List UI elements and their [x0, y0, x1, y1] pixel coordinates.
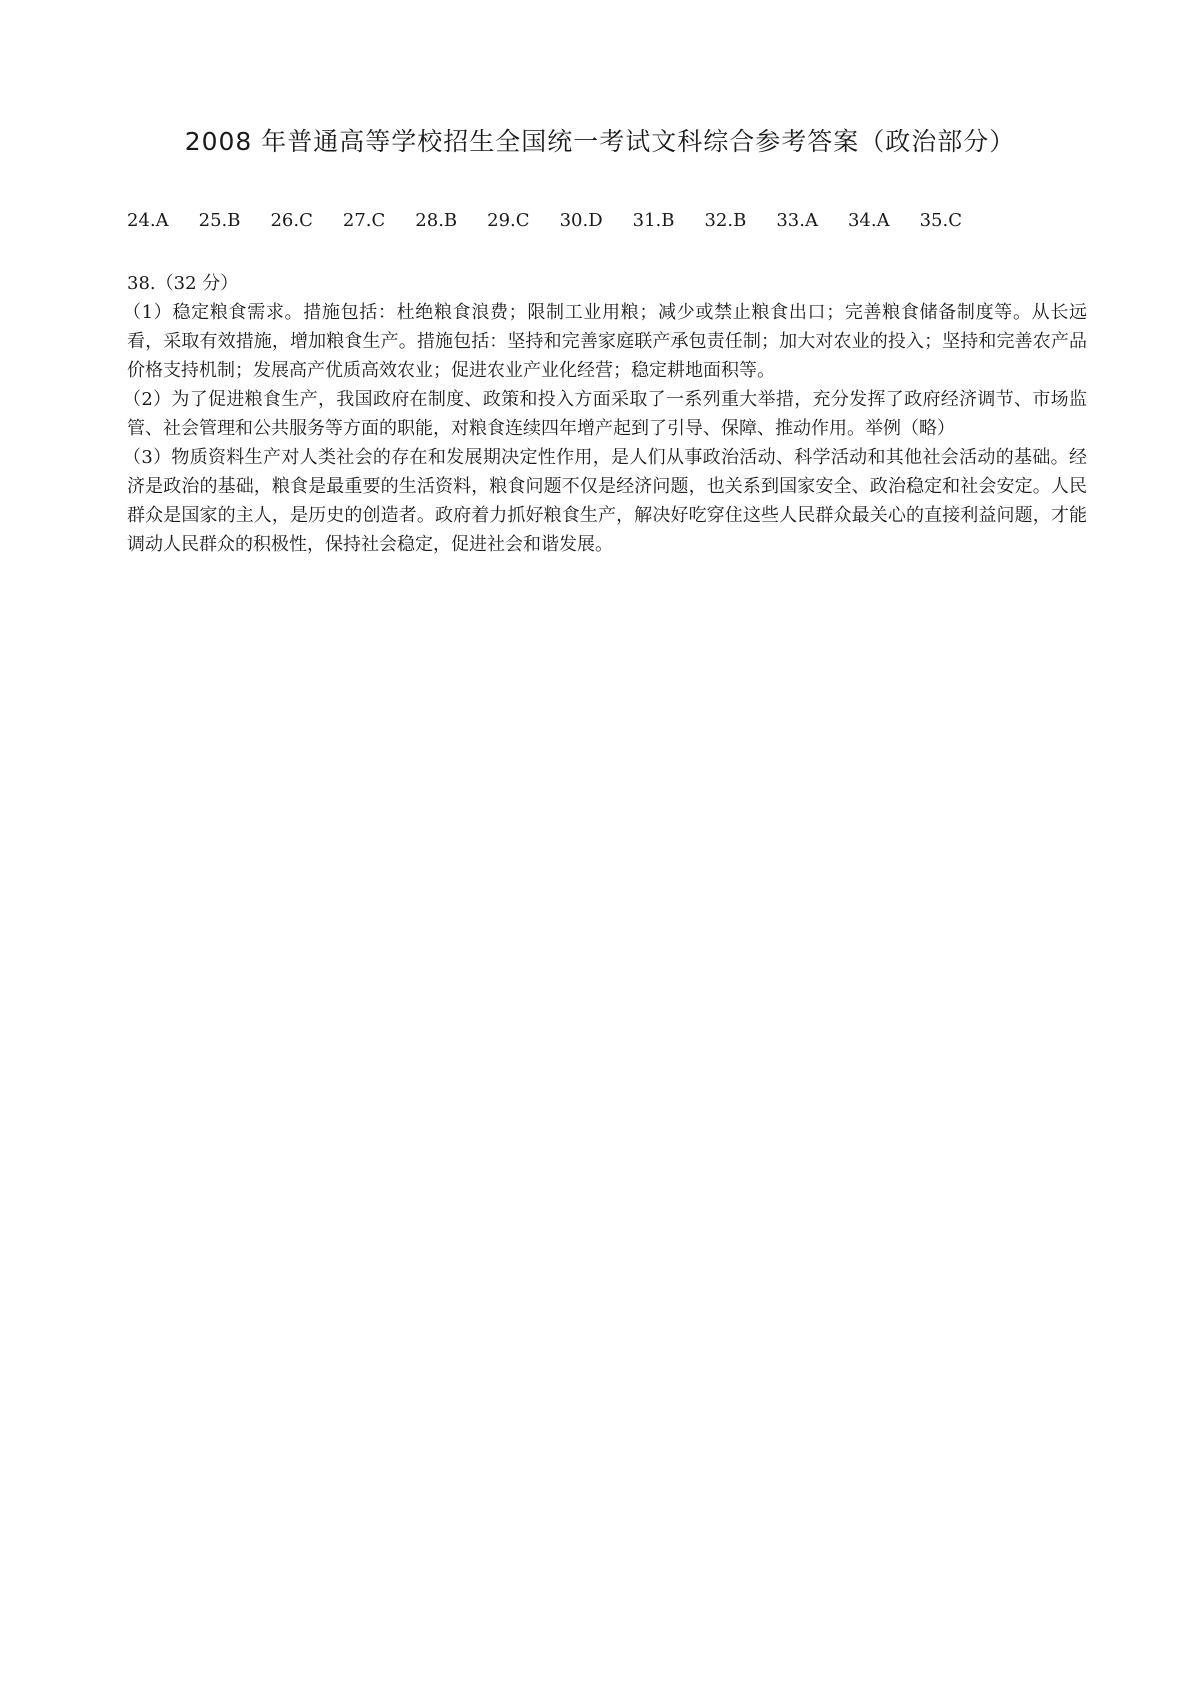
answer-29: 29.C	[487, 210, 530, 231]
question-38-answer	[123, 269, 1087, 559]
answer-27: 27.C	[342, 210, 386, 231]
answer-26: 26.C	[270, 210, 313, 231]
answer-33: 33.A	[776, 210, 818, 231]
question-38-part-3: （3）物质资料生产对人类社会的存在和发展期决定性作用，是人们从事政治活动、科学活动和其他社会活动的基础。经济是政治的基础，粮食是最重要的生活资料，粮食问题不仅是经济问题，也关系到国家安全、政治稳定和社会安定。人民群众是国家的主人，是历史的创造者。政府着力抓好粮食生产，解决好吃穿住这些人民群众最关心的直接利益问题，才能调动人民群众的积极性，保持社会稳定，促进社会和谐发展。	[123, 447, 1087, 555]
answer-35: 35.C	[919, 210, 962, 231]
question-38-part-2: （2）为了促进粮食生产，我国政府在制度、政策和投入方面采取了一系列重大举措，充分发挥了政府经济调节、市场监管、社会管理和公共服务等方面的职能，对粮食连续四年增产起到了引导、保障、推动作用。举例（略）	[123, 389, 1087, 439]
question-38-heading: 38.（32 分）	[127, 273, 239, 294]
answer-28: 28.B	[415, 210, 458, 231]
answer-34: 34.A	[847, 210, 890, 231]
answer-24: 24.A	[127, 210, 169, 231]
answer-30: 30.D	[559, 210, 603, 231]
answer-25: 25.B	[198, 210, 241, 231]
multiple-choice-answers	[127, 208, 1087, 234]
answer-32: 32.B	[704, 210, 747, 231]
document-title: 2008 年普通高等学校招生全国统一考试文科综合参考答案（政治部分）	[184, 127, 1016, 156]
question-38-part-1: （1）稳定粮食需求。措施包括：杜绝粮食浪费；限制工业用粮；减少或禁止粮食出口；完善粮食储备制度等。从长远看，采取有效措施，增加粮食生产。措施包括：坚持和完善家庭联产承包责任制；加大对农业的投入；坚持和完善农产品价格支持机制；发展高产优质高效农业；促进农业产业化经营；稳定耕地面积等。	[123, 302, 1087, 381]
answer-31: 31.B	[632, 210, 675, 231]
